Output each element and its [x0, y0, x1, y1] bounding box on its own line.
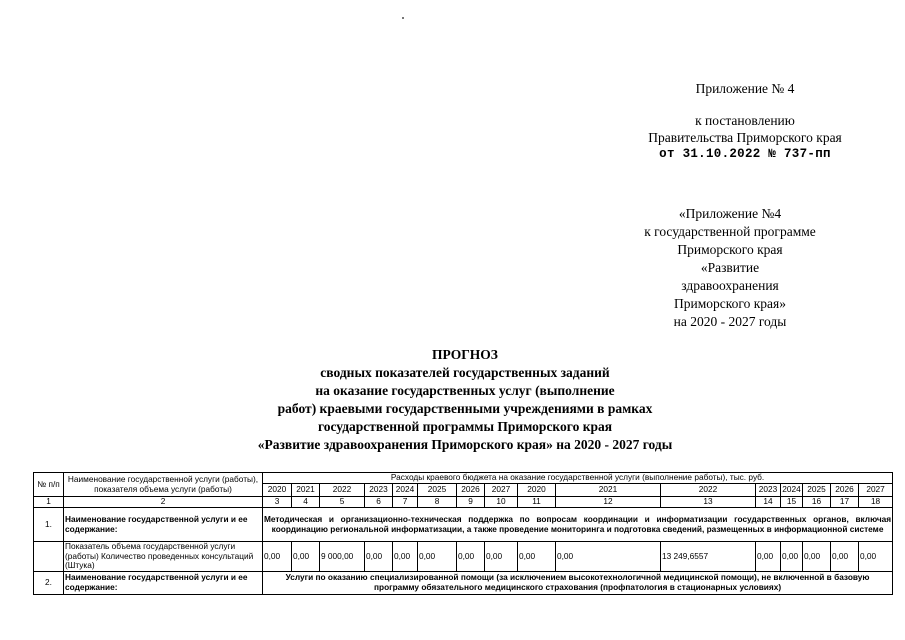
value-cell: 0,00 — [756, 542, 781, 572]
col-number: 13 — [661, 497, 756, 508]
col-number: 6 — [365, 497, 393, 508]
service-name-label: Наименование государственной услуги и ее содержание: — [64, 508, 263, 542]
year-cell: 2026 — [457, 484, 485, 497]
year-cell: 2022 — [661, 484, 756, 497]
heading-line: государственной программы Приморского края — [317, 419, 613, 434]
col-number: 5 — [320, 497, 365, 508]
col-number: 8 — [418, 497, 457, 508]
year-cell: 2023 — [365, 484, 393, 497]
program-ref-line: Приморского края» — [674, 296, 786, 311]
value-cell: 0,00 — [485, 542, 518, 572]
header-row — [34, 473, 893, 484]
heading-line: на оказание государственных услуг (выполнение — [315, 383, 615, 398]
program-ref-line: здравоохранения — [681, 278, 779, 293]
program-reference — [630, 205, 830, 331]
table-row — [34, 571, 893, 594]
col-number: 1 — [34, 497, 64, 508]
col-number: 16 — [803, 497, 831, 508]
heading-line: работ) краевыми государственными учреждениями в рамках — [277, 401, 653, 416]
scan-speck — [402, 17, 404, 19]
header-expenses: Расходы краевого бюджета на оказание государственной услуги (выполнение работы), тыс. руб. — [263, 473, 893, 484]
service-description: Услуги по оказанию специализированной помощи (за исключением высокотехнологичной медицинской помощи), не включенной в базовую программу обязательного медицинского страхования (профпатология в стационарных условиях) — [263, 571, 893, 594]
value-cell: 0,00 — [393, 542, 418, 572]
year-cell: 2021 — [292, 484, 320, 497]
value-cell: 13 249,6557 — [661, 542, 756, 572]
row-number: 2. — [34, 571, 64, 594]
appendix-reference — [620, 112, 870, 146]
service-name-label: Наименование государственной услуги и ее содержание: — [64, 571, 263, 594]
year-cell: 2022 — [320, 484, 365, 497]
value-cell: 0,00 — [556, 542, 661, 572]
value-cell: 0,00 — [859, 542, 893, 572]
forecast-table — [33, 472, 893, 595]
value-cell: 0,00 — [263, 542, 292, 572]
year-cell: 2027 — [859, 484, 893, 497]
year-cell: 2020 — [263, 484, 292, 497]
year-cell: 2021 — [556, 484, 661, 497]
program-ref-line: Приморского края — [677, 242, 783, 257]
service-description: Методическая и организационно-техническая поддержка по вопросам координации и информатизации государственных органов, включая координацию региональной информатизации, а также проведение мониторинга и подготовка сведений, размещенных в информационной системе — [263, 508, 893, 542]
program-ref-line: «Развитие — [700, 260, 760, 275]
appendix-date-stamp: от 31.10.2022 № 737-пп — [659, 147, 831, 161]
heading-line: «Развитие здравоохранения Приморского края» на 2020 - 2027 годы — [257, 437, 673, 452]
col-number: 15 — [781, 497, 803, 508]
year-cell: 2025 — [418, 484, 457, 497]
row-number — [34, 542, 64, 572]
program-ref-line: к государственной программе — [644, 224, 816, 239]
value-cell: 0,00 — [781, 542, 803, 572]
indicator-name: Показатель объема государственной услуги (работы) Количество проведенных консультаций (Штука) — [64, 542, 263, 572]
value-cell: 0,00 — [365, 542, 393, 572]
col-number: 10 — [485, 497, 518, 508]
value-cell: 0,00 — [457, 542, 485, 572]
col-number: 12 — [556, 497, 661, 508]
appendix-title: Приложение № 4 — [695, 81, 795, 96]
col-number: 4 — [292, 497, 320, 508]
program-ref-line: на 2020 - 2027 годы — [673, 314, 787, 329]
year-cell: 2020 — [518, 484, 556, 497]
appendix-ref-line1: к постановлению — [695, 113, 795, 128]
table-row — [34, 508, 893, 542]
value-cell: 0,00 — [803, 542, 831, 572]
col-number: 2 — [64, 497, 263, 508]
col-number: 11 — [518, 497, 556, 508]
heading-line: ПРОГНОЗ — [432, 347, 498, 362]
col-number: 17 — [831, 497, 859, 508]
year-cell: 2027 — [485, 484, 518, 497]
year-cell: 2023 — [756, 484, 781, 497]
header-num: № п/п — [34, 473, 64, 497]
year-cell: 2026 — [831, 484, 859, 497]
col-number: 18 — [859, 497, 893, 508]
value-cell: 0,00 — [831, 542, 859, 572]
col-number: 14 — [756, 497, 781, 508]
value-cell: 9 000,00 — [320, 542, 365, 572]
program-ref-line: «Приложение №4 — [678, 206, 782, 221]
year-cell: 2025 — [803, 484, 831, 497]
year-cell: 2024 — [393, 484, 418, 497]
document-heading — [205, 346, 725, 454]
col-number: 3 — [263, 497, 292, 508]
value-cell: 0,00 — [418, 542, 457, 572]
year-cell: 2024 — [781, 484, 803, 497]
appendix-ref-line2: Правительства Приморского края — [648, 130, 842, 145]
row-number: 1. — [34, 508, 64, 542]
col-number: 9 — [457, 497, 485, 508]
header-name: Наименование государственной услуги (работы), показателя объема услуги (работы) — [64, 473, 263, 497]
heading-line: сводных показателей государственных заданий — [320, 365, 610, 380]
value-cell: 0,00 — [292, 542, 320, 572]
column-number-row — [34, 497, 893, 508]
table-row — [34, 542, 893, 572]
col-number: 7 — [393, 497, 418, 508]
value-cell: 0,00 — [518, 542, 556, 572]
